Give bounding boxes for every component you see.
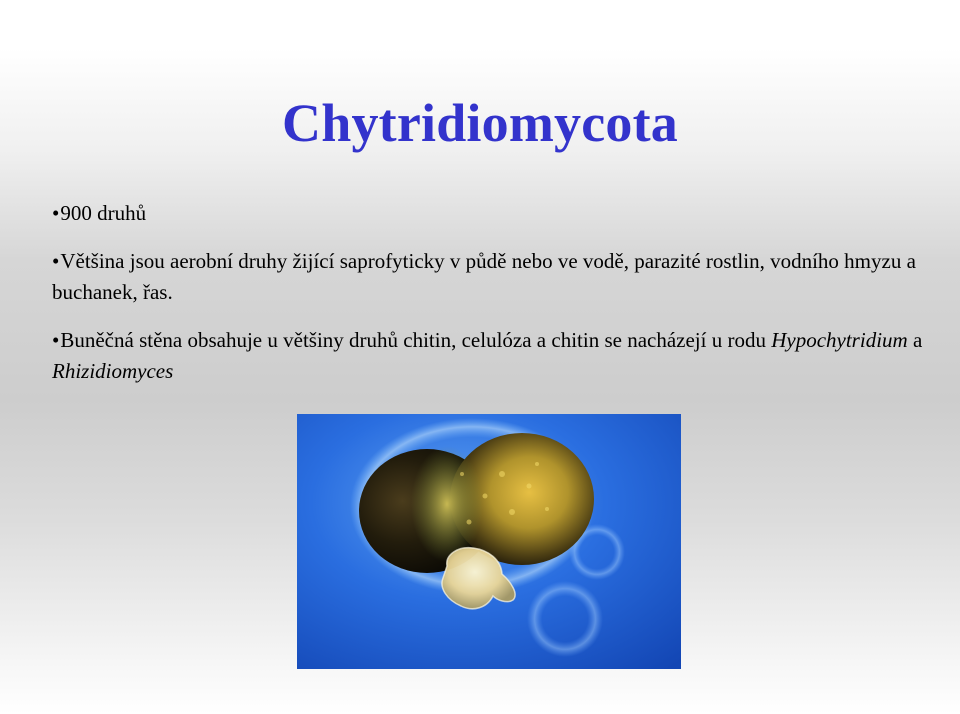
bullet-text: Buněčná stěna obsahuje u většiny druhů chitin, celulóza a chitin se nacházejí u rodu (60, 328, 772, 352)
genus-name: Hypochytridium (771, 328, 908, 352)
slide-title-text: Chytridiomycota (282, 93, 678, 153)
cell-junction (411, 446, 483, 562)
bullet-item-species-count (52, 198, 932, 229)
ring-shape (527, 581, 603, 657)
bullet-list (52, 198, 932, 404)
genus-name: Rhizidiomyces (52, 359, 174, 383)
bullet-item-cell-wall (52, 325, 932, 387)
bullet-text: 900 druhů (60, 201, 147, 225)
microscope-photo (297, 414, 681, 669)
bullet-text: a (907, 328, 923, 352)
bullet-item-habitat (52, 246, 932, 308)
slide-title (0, 92, 960, 154)
bullet-text: Většina jsou aerobní druhy žijící saprofyticky v půdě nebo ve vodě, parazité rostlin, vodního hmyzu a buchanek, řas. (52, 249, 916, 304)
